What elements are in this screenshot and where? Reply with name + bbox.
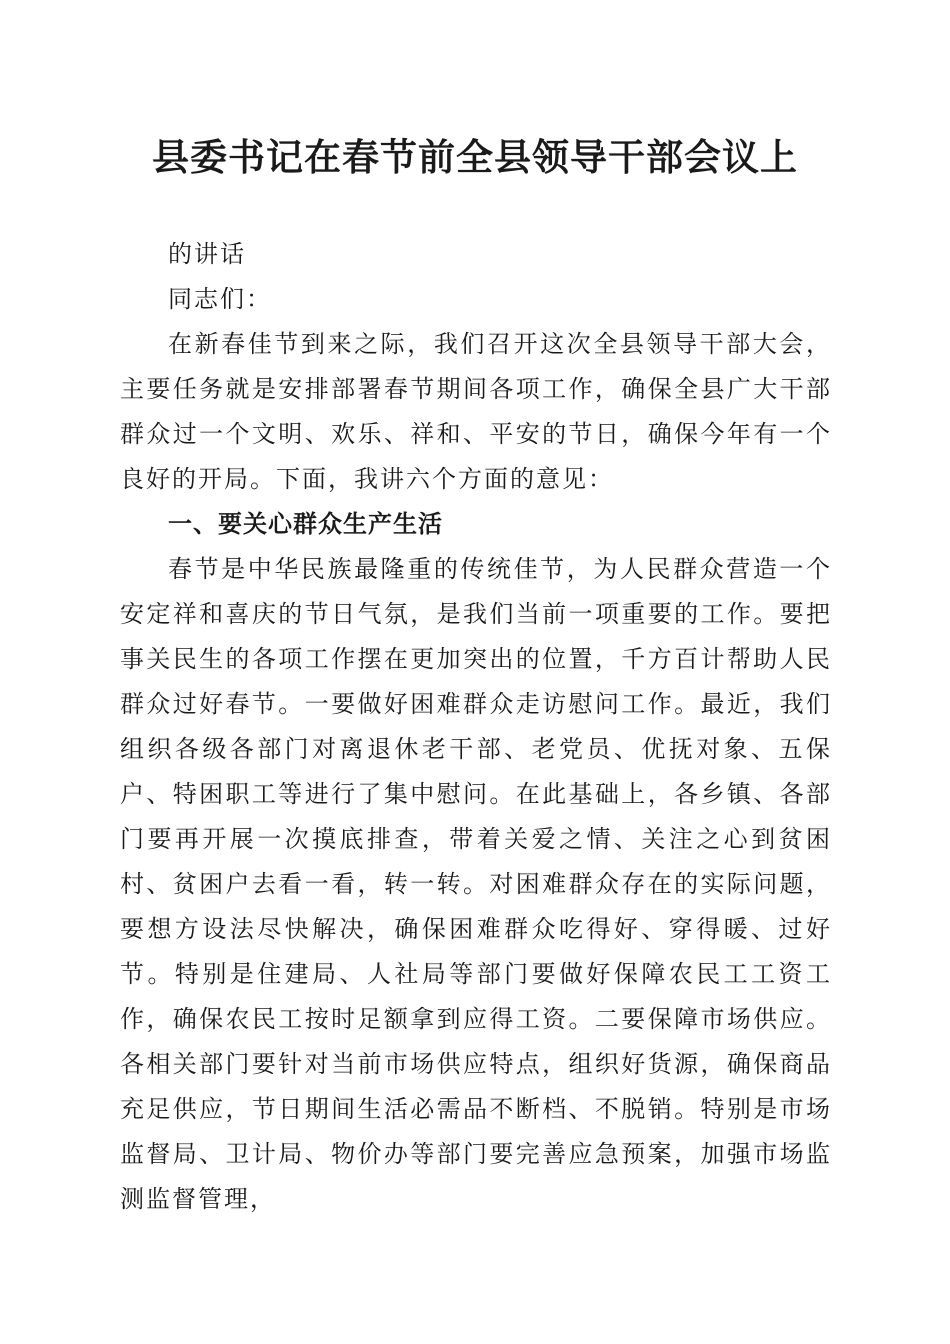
document-title: 县委书记在春节前全县领导干部会议上 — [152, 135, 798, 179]
section-1-paragraph: 春节是中华民族最隆重的传统佳节，为人民群众营造一个安定祥和喜庆的节日气氛，是我们当前一项重要的工作。要把事关民生的各项工作摆在更加突出的位置，千方百计帮助人民群众过好春节。一要做好困难群众走访慰问工作。最近，我们组织各级各部门对离退休老干部、老党员、优抚对象、五保户、特困职工等进行了集中慰问。在此基础上，各乡镇、各部门要再开展一次摸底排查，带着关爱之情、关注之心到贫困村、贫困户去看一看，转一转。对困难群众存在的实际问题，要想方设法尽快解决，确保困难群众吃得好、穿得暖、过好节。特别是住建局、人社局等部门要做好保障农民工工资工作，确保农民工按时足额拿到应得工资。二要保障市场供应。各相关部门要针对当前市场供应特点，组织好货源，确保商品充足供应，节日期间生活必需品不断档、不脱销。特别是市场监督局、卫计局、物价办等部门要完善应急预案，加强市场监测监督管理， — [120, 555, 832, 1213]
section-heading-1: 一、要关心群众生产生活 — [168, 510, 443, 538]
intro-paragraph: 在新春佳节到来之际，我们召开这次全县领导干部大会，主要任务就是安排部署春节期间各项工作，确保全县广大干部群众过一个文明、欢乐、祥和、平安的节日，确保今年有一个良好的开局。下面，我讲六个方面的意见： — [120, 330, 832, 493]
title-continuation: 的讲话 — [168, 240, 246, 268]
salutation: 同志们： — [168, 285, 272, 313]
document-body — [120, 232, 832, 1222]
